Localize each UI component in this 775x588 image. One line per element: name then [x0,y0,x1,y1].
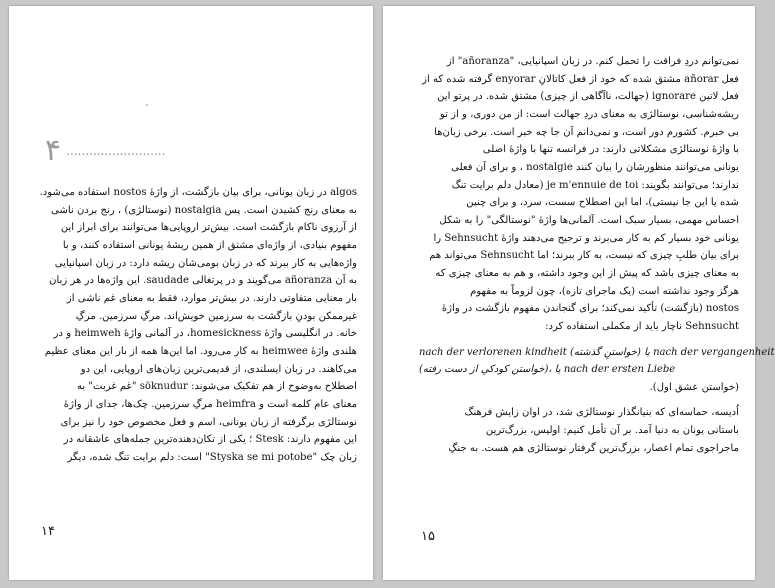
text-line: برای بیان طلبِ چیزی که نیست، به کار ببرند؛ اما Sehnsucht می‌تواند هم [429,250,739,262]
text-line: این مفهوم دارند: Stesk ؛ یکی از تکان‌دهنده‌ترین جمله‌های عاشقانه در [63,434,357,446]
text-line: بی خبرم. کشورم دور است، و نمی‌دانم آن جا چه خبر است. برخی زبان‌ها [434,126,739,138]
text-line: واژه‌هایی به کار ببرند که در زبان بومی‌شان ریشه دارد: در زبان اسپانیایی [54,257,357,269]
text-line: اصطلاح به‌وضوح از هم تفکیک می‌شوند: söknudur "غم غربت" به [76,381,357,393]
text-line: معنای عام کلمه است و heimfra مرگِ سرزمین. چک‌ها، جدای از واژهٔ [63,398,357,410]
paragraph-gap [419,336,739,344]
text-line: ماجراجوی تمام اعصار، بزرگ‌ترین گرفتار نوستالژی هم هست. به جنگِ [448,442,739,454]
text-line: اُدیسه، حماسه‌ای که بنیانگذار نوستالژی شد، در اوان زایش فرهنگ [464,407,739,419]
text-line: هرگز وجود نداشته است (یک ماجرای تازه)، چون لزوماً به مفهوم [470,285,739,297]
text-line: ریشه‌شناسی، نوستالژی به معنای دردِ جهالت است: از من دوری، و از تو [439,108,739,120]
german-quote-line: (خواستن کودکیِ از دست رفته)، یا nach der ersten Liebe [419,364,676,376]
text-line: غیرممکن بودنِ بازگشت به سرزمین خویش‌اند. مرگِ سرزمین. مرگِ [75,310,357,322]
text-line: فعل لاتین ignorare (جهالت، ناآگاهی از چیزی) مشتق شده. در پرتو این [437,91,739,103]
text-line: خانه. در انگلیسی واژهٔ homesickness، در آلمانی واژهٔ heimweh و در [53,328,357,340]
text-line: (خواستن عشق اول). [649,381,739,393]
left-body-text [39,184,357,467]
text-line: احساس مهمی، بسیار سبک است. آلمانی‌ها واژهٔ "نوستالگی" را به شکل [439,214,739,226]
text-line: زبان چک "Styska se mi potobe" است: دلم برایت تنگ شده، دیگر [67,451,357,463]
text-line: با واژهٔ نوستالژی مشکلاتی دارند: در فرانسه تنها با واژهٔ اصلی [482,144,739,156]
text-line: algos در زبان یونانی، برای بیان بازگشت، از واژهٔ nostos استفاده می‌شود. [39,187,357,198]
right-page [383,6,775,580]
text-line: شده یا این جا نیستی)، اما این اصطلاح سست، سرد، و برای چنین [466,197,739,209]
text-line: می‌کاهند. در زبان ایسلندی، از قدیمی‌ترین زبان‌های اروپایی، این دو [80,363,357,375]
page-number-right: ۱۵ [421,529,435,544]
text-line: به آن añoranza می‌گویند و در پرتغالی saudade. این واژه‌ها در هر زبان [49,275,357,287]
text-line: هلندی واژهٔ heimwee به کار می‌رود. اما این‌ها همه از بار این معنای عظیم [44,345,357,357]
text-line: باستانی یونان به دنیا آمد. بر آن تأمل کنیم: اولیس، بزرگ‌ترین [485,425,739,437]
text-line: نوستالژی برگرفته از زبان یونانی، اسم و فعل مخصوص خود را نیز برای [60,416,357,428]
paragraph-gap [419,396,739,404]
text-line: بار معنایی متفاوتی دارند. در بیش‌تر موارد، فقط به معنای غم ناشی از [66,292,357,304]
right-body-text [419,53,775,457]
text-line: نمی‌توانم دردِ فراقت را تحمل کنم. در زبان اسپانیایی، "añoranza" از [446,56,739,67]
german-quote-line: nach der verlorenen kindheit (خواستنِ گذشته) یا nach der vergangenheit [419,346,775,358]
page-mark [146,104,148,106]
text-line: Sehnsucht ناچار باید از مکملی استفاده کرد: [545,320,739,332]
text-line: ندارند؛ می‌توانند بگویند: je m'ennuie de toi (معادل دلم برایت تنگ [451,179,739,191]
text-line: به معنای چیزی باشد که پیش از این وجود داشته، و هم به معنای چیزی که [435,267,739,279]
chapter-heading [45,133,166,168]
text-line: مفهوم بنیادی، از واژه‌ای مشتق از همین ریشهٔ یونانی استفاده کنند، و با [62,239,357,251]
text-line: یونانی می‌توانند منظورشان را بیان کنند nostalgie ، و برای آن فعلی [451,161,739,173]
page-number-left: ۱۴ [41,524,55,539]
text-line: nostos (بازگشت) تأکید نمی‌کند؛ برای گنجاندن مفهوم بازگشت در واژهٔ [441,303,739,315]
left-page [9,6,373,580]
text-line: از آرزوی ناکام بازگشت است. بیش‌تر اروپایی‌ها می‌توانند برای ابراز این [60,222,357,234]
text-line: یونانی خود بسیار کم به کار می‌برند و ترجیح می‌دهند واژهٔ Sehnsucht را [433,232,739,244]
text-line: به معنای رنج کشیدن است. پس nostalgia (نوستالژی) ، رنج بردن ناشی [51,204,357,216]
chapter-number: ۴ [45,133,62,168]
chapter-dots: .......................... [66,144,166,158]
text-line: فعل añorar مشتق شده که خود از فعل کاتالانِ enyorar گرفته شده که از [422,73,739,85]
